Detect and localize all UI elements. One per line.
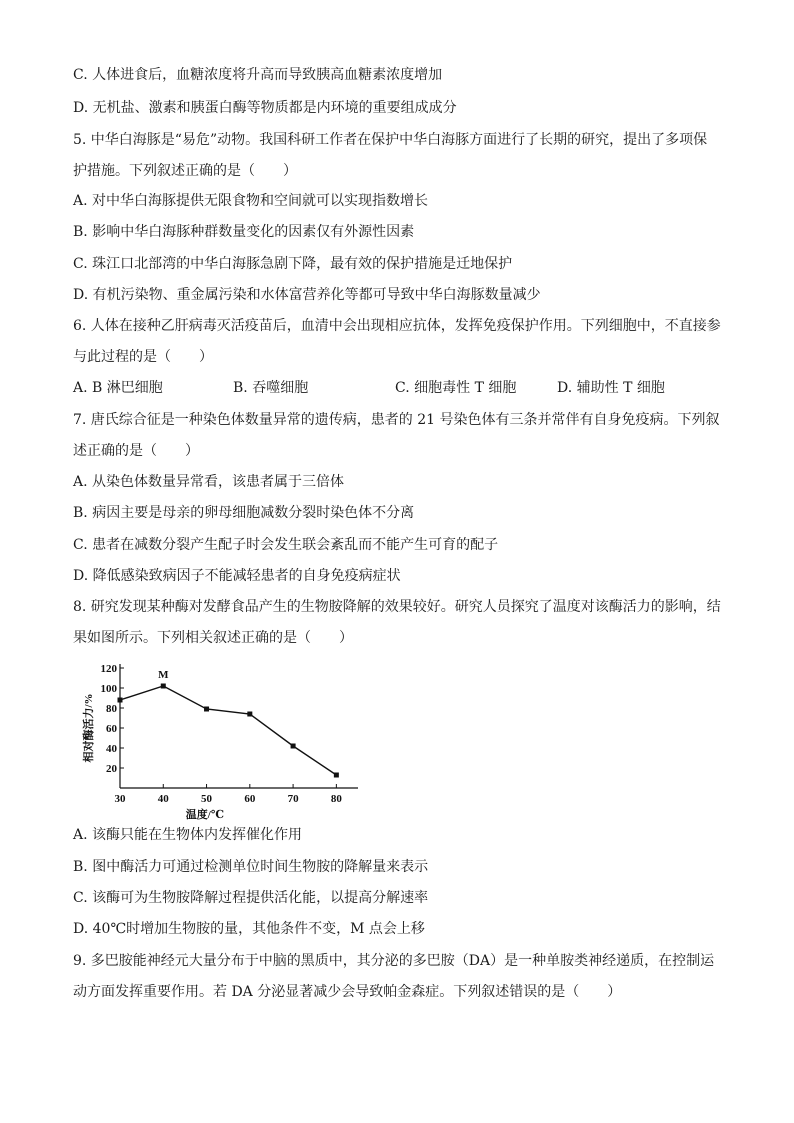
q8-option-a: A. 该酶只能在生物体内发挥催化作用: [73, 827, 303, 843]
q7-option-b: B. 病因主要是母亲的卵母细胞减数分裂时染色体不分离: [73, 505, 415, 521]
q6-option-a: A. B 淋巴细胞: [73, 380, 163, 396]
y-tick-label: 120: [100, 663, 117, 675]
data-point: [247, 712, 252, 717]
q4-option-d: D. 无机盐、激素和胰蛋白酶等物质都是内环境的重要组成成分: [73, 100, 457, 116]
q9-stem-line-2: 动方面发挥重要作用。若 DA 分泌显著减少会导致帕金森症。下列叙述错误的是（ ）: [73, 984, 622, 1000]
data-point: [161, 684, 166, 689]
x-tick-label: 60: [244, 793, 256, 805]
q7-stem-line-1: 7. 唐氏综合征是一种染色体数量异常的遗传病，患者的 21 号染色体有三条并常伴有自身免疫病。下列叙: [73, 412, 720, 428]
q8-stem-line-1: 8. 研究发现某种酶对发酵食品产生的生物胺降解的效果较好。研究人员探究了温度对该酶活力的影响，结: [73, 599, 721, 615]
x-tick-label: 30: [114, 793, 126, 805]
q9-stem-line-1: 9. 多巴胺能神经元大量分布于中脑的黑质中，其分泌的多巴胺（DA）是一种单胺类神经递质，在控制运: [73, 953, 715, 969]
y-tick-label: 20: [106, 763, 117, 775]
point-m-label: M: [158, 669, 169, 681]
q8-option-b: B. 图中酶活力可通过检测单位时间生物胺的降解量来表示: [73, 859, 429, 875]
q7-stem-line-2: 述正确的是（ ）: [73, 443, 199, 459]
q8-stem-line-2: 果如图所示。下列相关叙述正确的是（ ）: [73, 630, 353, 646]
q6-option-c: C. 细胞毒性 T 细胞: [395, 380, 517, 396]
q6-stem-line-2: 与此过程的是（ ）: [73, 349, 213, 365]
y-tick-label: 100: [100, 683, 117, 695]
q8-option-c: C. 该酶可为生物胺降解过程提供活化能，以提高分解速率: [73, 890, 429, 906]
q5-option-a: A. 对中华白海豚提供无限食物和空间就可以实现指数增长: [73, 193, 429, 209]
y-axis-label: 相对酶活力/%: [83, 693, 95, 763]
q5-stem-line-2: 护措施。下列叙述正确的是（ ）: [73, 163, 297, 179]
y-tick-label: 40: [106, 743, 117, 755]
x-tick-label: 70: [287, 793, 299, 805]
data-point: [291, 744, 296, 749]
q6-option-b: B. 吞噬细胞: [233, 380, 309, 396]
q8-option-d: D. 40℃时增加生物胺的量，其他条件不变，M 点会上移: [73, 921, 425, 937]
q5-option-d: D. 有机污染物、重金属污染和水体富营养化等都可导致中华白海豚数量减少: [73, 287, 541, 303]
q5-option-b: B. 影响中华白海豚种群数量变化的因素仅有外源性因素: [73, 224, 415, 240]
x-axis-label: 温度/℃: [185, 809, 225, 820]
enzyme-activity-chart: [78, 660, 368, 820]
q7-option-a: A. 从染色体数量异常看，该患者属于三倍体: [73, 474, 345, 490]
data-point: [118, 698, 123, 703]
x-tick-label: 40: [157, 793, 169, 805]
q6-option-d: D. 辅助性 T 细胞: [557, 380, 665, 396]
y-tick-label: 60: [106, 723, 117, 735]
q5-option-c: C. 珠江口北部湾的中华白海豚急剧下降，最有效的保护措施是迁地保护: [73, 256, 513, 272]
data-point: [204, 707, 209, 712]
x-tick-label: 50: [201, 793, 213, 805]
data-point: [334, 773, 339, 778]
y-tick-label: 80: [106, 703, 117, 715]
q4-option-c: C. 人体进食后，血糖浓度将升高而导致胰高血糖素浓度增加: [73, 67, 443, 83]
q5-stem-line-1: 5. 中华白海豚是“易危”动物。我国科研工作者在保护中华白海豚方面进行了长期的研究，提出了多项保: [73, 132, 708, 148]
series-line: [120, 686, 336, 775]
q7-option-d: D. 降低感染致病因子不能减轻患者的自身免疫病症状: [73, 568, 401, 584]
x-tick-label: 80: [330, 793, 342, 805]
q6-stem-line-1: 6. 人体在接种乙肝病毒灭活疫苗后，血清中会出现相应抗体，发挥免疫保护作用。下列细胞中，不直接参: [73, 318, 721, 334]
q7-option-c: C. 患者在减数分裂产生配子时会发生联会紊乱而不能产生可育的配子: [73, 537, 499, 553]
